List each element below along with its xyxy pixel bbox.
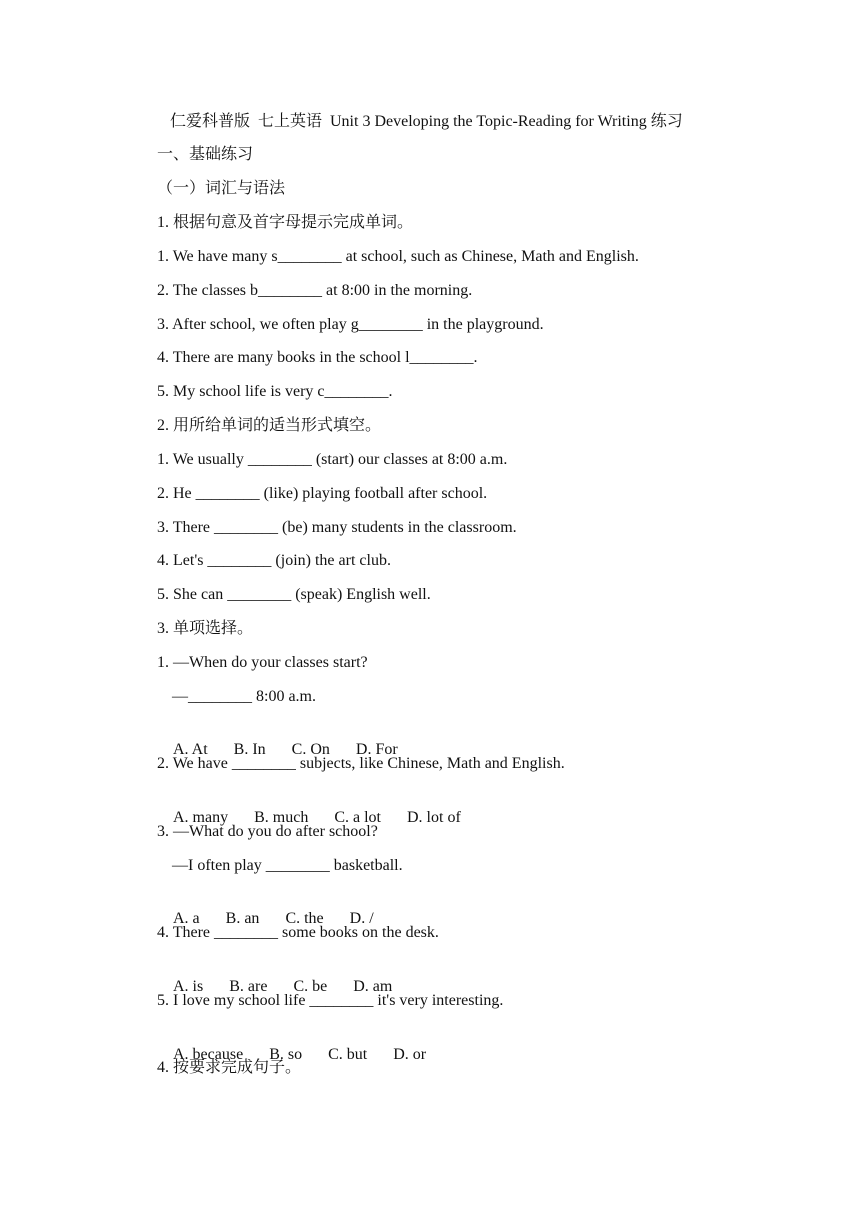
option-a: A. many [173, 809, 229, 826]
option-d: D. or [393, 1046, 427, 1063]
part1-heading: 1. 根据句意及首字母提示完成单词。 [157, 214, 414, 231]
question-5-options [157, 1025, 427, 1063]
question-3-options [157, 889, 374, 927]
part1-item-2: 2. The classes b________ at 8:00 in the morning. [157, 282, 473, 299]
question-3-response: —I often play ________ basketball. [172, 857, 403, 874]
question-4-options [157, 957, 393, 995]
part1-item-4: 4. There are many books in the school l________. [157, 349, 478, 366]
option-b: B. much [254, 809, 309, 826]
part3-heading: 3. 单项选择。 [157, 620, 254, 637]
part1-item-1: 1. We have many s________ at school, such as Chinese, Math and English. [157, 248, 639, 265]
option-c: C. On [291, 741, 330, 758]
part2-item-3: 3. There ________ (be) many students in the classroom. [157, 519, 517, 536]
option-b: B. an [225, 910, 260, 927]
option-c: C. be [293, 978, 328, 995]
part2-item-1: 1. We usually ________ (start) our classes at 8:00 a.m. [157, 451, 508, 468]
question-2-options [157, 788, 461, 826]
question-3-stem: 3. —What do you do after school? [157, 823, 378, 840]
option-a: A. a [173, 910, 200, 927]
question-1-response: —________ 8:00 a.m. [172, 688, 316, 705]
option-a: A. At [173, 741, 208, 758]
option-c: C. a lot [334, 809, 381, 826]
part1-item-5: 5. My school life is very c________. [157, 383, 393, 400]
option-d: D. For [355, 741, 398, 758]
part4-heading: 4. 按要求完成句子。 [157, 1059, 302, 1076]
question-5-stem: 5. I love my school life ________ it's very interesting. [157, 992, 504, 1009]
question-4-stem: 4. There ________ some books on the desk. [157, 924, 439, 941]
part2-item-4: 4. Let's ________ (join) the art club. [157, 552, 391, 569]
option-d: D. / [349, 910, 374, 927]
question-1-options [157, 720, 398, 758]
option-d: D. lot of [407, 809, 461, 826]
option-c: C. the [285, 910, 324, 927]
question-2-stem: 2. We have ________ subjects, like Chinese, Math and English. [157, 755, 565, 772]
part2-item-5: 5. She can ________ (speak) English well. [157, 586, 431, 603]
question-1-stem: 1. —When do your classes start? [157, 654, 368, 671]
section-heading: 一、基础练习 [157, 146, 254, 163]
part1-item-3: 3. After school, we often play g________ in the playground. [157, 316, 544, 333]
subsection-heading: （一）词汇与语法 [157, 180, 286, 197]
part2-item-2: 2. He ________ (like) playing football after school. [157, 485, 488, 502]
option-a: A. is [173, 978, 204, 995]
option-b: B. so [269, 1046, 303, 1063]
document-title: 仁爱科普版 七上英语 Unit 3 Developing the Topic-Reading for Writing 练习 [170, 113, 683, 130]
option-b: B. are [229, 978, 268, 995]
option-b: B. In [233, 741, 266, 758]
part2-heading: 2. 用所给单词的适当形式填空。 [157, 417, 382, 434]
option-c: C. but [328, 1046, 368, 1063]
option-d: D. am [353, 978, 393, 995]
option-a: A. because [173, 1046, 244, 1063]
